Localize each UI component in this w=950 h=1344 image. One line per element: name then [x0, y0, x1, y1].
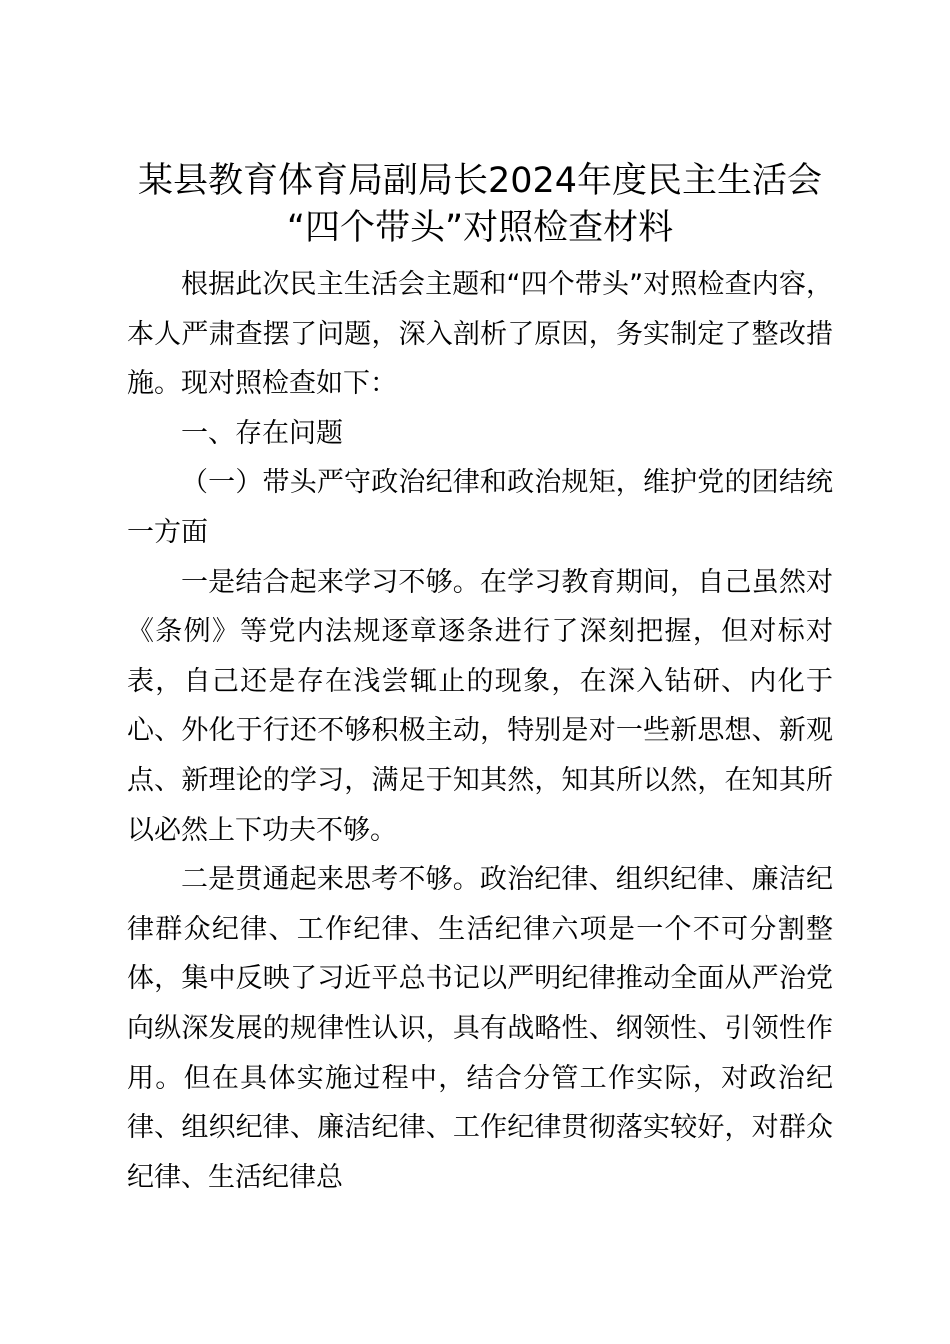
intro-paragraph: 根据此次民主生活会主题和“四个带头”对照检查内容，本人严肃查摆了问题，深入剖析了原因，务实制定了整改措施。现对照检查如下： — [127, 269, 833, 400]
subsection-heading: （一）带头严守政治纪律和政治规矩，维护党的团结统一方面 — [127, 467, 833, 548]
document-title — [107, 158, 853, 252]
title-line-2: “四个带头”对照检查材料 — [286, 208, 674, 248]
body-paragraph: 一是结合起来学习不够。在学习教育期间，自己虽然对《条例》等党内法规逐章逐条进行了深刻把握，但对标对表，自己还是存在浅尝辄止的现象，在深入钻研、内化于心、外化于行还不够积极主动，特别是对一些新思想、新观点、新理论的学习，满足于知其然，知其所以然，在知其所以必然上下功夫不够。 — [127, 566, 833, 846]
body-paragraph: 二是贯通起来思考不够。政治纪律、组织纪律、廉洁纪律群众纪律、工作纪律、生活纪律六项是一个不可分割整体，集中反映了习近平总书记以严明纪律推动全面从严治党向纵深发展的规律性认识，具有战略性、纲领性、引领性作用。但在具体实施过程中，结合分管工作实际，对政治纪律、组织纪律、廉洁纪律、工作纪律贯彻落实较好，对群众纪律、生活纪律总 — [127, 864, 833, 1193]
title-line-1: 某县教育体育局副局长2024年度民主生活会 — [137, 161, 823, 201]
section-heading: 一、存在问题 — [181, 417, 343, 449]
document-body — [127, 158, 833, 1202]
